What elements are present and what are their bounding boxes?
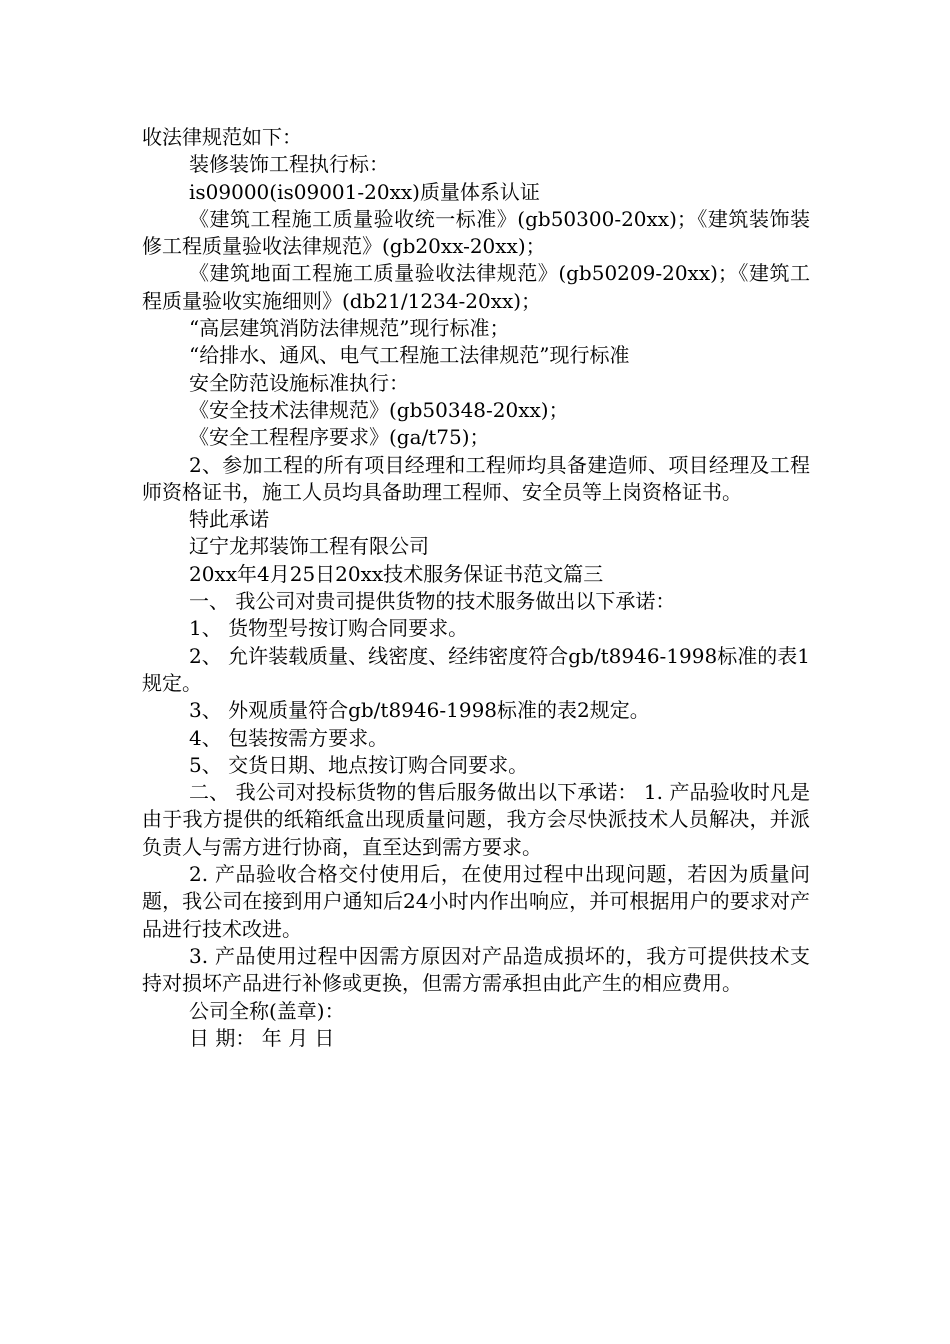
paragraph-quality-system: is09000(is09001-20xx)质量体系认证 bbox=[189, 179, 540, 204]
paragraph-date-line: 日 期： 年 月 日 bbox=[189, 1025, 335, 1050]
paragraph-security-standards: 安全防范设施标准执行： bbox=[189, 370, 409, 395]
paragraph-date-heading: 20xx年4月25日20xx技术服务保证书范文篇三 bbox=[189, 561, 604, 586]
paragraph-standard-gb50300: 《建筑工程施工质量验收统一标准》(gb50300-20xx)；《建筑装饰装修工程质量验收法律规范》(gb20xx-20xx)； bbox=[142, 206, 810, 259]
paragraph-item-2: 2、 允许装载质量、线密度、经纬密度符合gb/t8946-1998标准的表1规定。 bbox=[142, 643, 810, 695]
paragraph-item-4: 4、 包装按需方要求。 bbox=[189, 725, 389, 750]
paragraph-item-5: 5、 交货日期、地点按订购合同要求。 bbox=[189, 752, 529, 777]
paragraph-section-two: 二、 我公司对投标货物的售后服务做出以下承诺： 1. 产品验收时凡是由于我方提供的纸箱纸盒出现质量问题，我方会尽快派技术人员解决，并派负责人与需方进行协商，直至达到需方要求。 bbox=[142, 780, 810, 859]
paragraph-item-3: 3、 外观质量符合gb/t8946-1998标准的表2规定。 bbox=[189, 698, 650, 723]
document-body bbox=[142, 124, 810, 1052]
paragraph-item-1: 1、 货物型号按订购合同要求。 bbox=[189, 616, 469, 641]
paragraph-company-seal: 公司全称(盖章)： bbox=[189, 998, 345, 1023]
paragraph-security-procedure: 《安全工程程序要求》(ga/t75)； bbox=[189, 425, 490, 450]
paragraph-plumbing-standard: “给排水、通风、电气工程施工法律规范”现行标准 bbox=[189, 343, 630, 368]
paragraph-pledge: 特此承诺 bbox=[189, 507, 269, 532]
paragraph-continuation: 收法律规范如下： bbox=[142, 125, 302, 149]
paragraph-company-name: 辽宁龙邦装饰工程有限公司 bbox=[189, 534, 429, 559]
paragraph-security-tech: 《安全技术法律规范》(gb50348-20xx)； bbox=[189, 397, 569, 422]
paragraph-decoration-standards: 装修装饰工程执行标： bbox=[189, 152, 389, 177]
paragraph-after-sales-3: 3. 产品使用过程中因需方原因对产品造成损坏的，我方可提供技术支持对损坏产品进行补修或更换，但需方需承担由此产生的相应费用。 bbox=[142, 943, 810, 996]
paragraph-fire-standard: “高层建筑消防法律规范”现行标准； bbox=[189, 316, 510, 341]
paragraph-qualifications: 2、参加工程的所有项目经理和工程师均具备建造师、项目经理及工程师资格证书，施工人员均具备助理工程师、安全员等上岗资格证书。 bbox=[142, 452, 810, 504]
paragraph-standard-gb50209: 《建筑地面工程施工质量验收法律规范》(gb50209-20xx)；《建筑工程质量验收实施细则》(db21/1234-20xx)； bbox=[142, 261, 810, 313]
paragraph-after-sales-2: 2. 产品验收合格交付使用后，在使用过程中出现问题，若因为质量问题，我公司在接到用户通知后24小时内作出响应，并可根据用户的要求对产品进行技术改进。 bbox=[142, 862, 810, 941]
paragraph-section-one: 一、 我公司对贵司提供货物的技术服务做出以下承诺： bbox=[189, 589, 676, 614]
